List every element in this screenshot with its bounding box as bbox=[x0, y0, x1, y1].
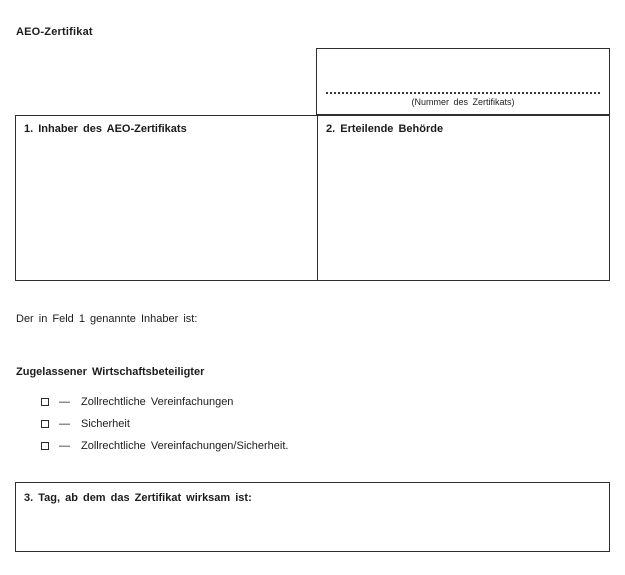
option-dash: — bbox=[59, 418, 70, 430]
option-label-customs-simplifications: Zollrechtliche Vereinfachungen bbox=[81, 396, 234, 408]
checkbox-simplifications-security[interactable] bbox=[41, 442, 49, 450]
field-2-authority-cell bbox=[317, 116, 609, 280]
field-1-holder-cell bbox=[16, 116, 317, 280]
option-row-security bbox=[41, 413, 288, 435]
field-2-label: 2. Erteilende Behörde bbox=[326, 123, 444, 135]
field-1-label: 1. Inhaber des AEO-Zertifikats bbox=[24, 123, 187, 135]
option-dash: — bbox=[59, 396, 70, 408]
certificate-main-table bbox=[15, 115, 610, 281]
field-3-label: 3. Tag, ab dem das Zertifikat wirksam ist: bbox=[24, 492, 252, 504]
certificate-number-box bbox=[316, 48, 610, 115]
holder-intro-text: Der in Feld 1 genannte Inhaber ist: bbox=[16, 313, 198, 325]
option-label-security: Sicherheit bbox=[81, 418, 130, 430]
field-3-effective-date-box bbox=[15, 482, 610, 552]
operator-type-options bbox=[41, 391, 288, 457]
certificate-number-caption: (Nummer des Zertifikats) bbox=[411, 97, 515, 107]
option-row-simplifications-security bbox=[41, 435, 288, 457]
checkbox-security[interactable] bbox=[41, 420, 49, 428]
authorized-operator-heading: Zugelassener Wirtschaftsbeteiligter bbox=[16, 366, 205, 378]
certificate-number-fill-line[interactable] bbox=[326, 92, 600, 94]
option-dash: — bbox=[59, 440, 70, 452]
document-title: AEO-Zertifikat bbox=[16, 26, 93, 38]
checkbox-customs-simplifications[interactable] bbox=[41, 398, 49, 406]
option-row-customs-simplifications bbox=[41, 391, 288, 413]
option-label-simplifications-security: Zollrechtliche Vereinfachungen/Sicherheit. bbox=[81, 440, 289, 452]
